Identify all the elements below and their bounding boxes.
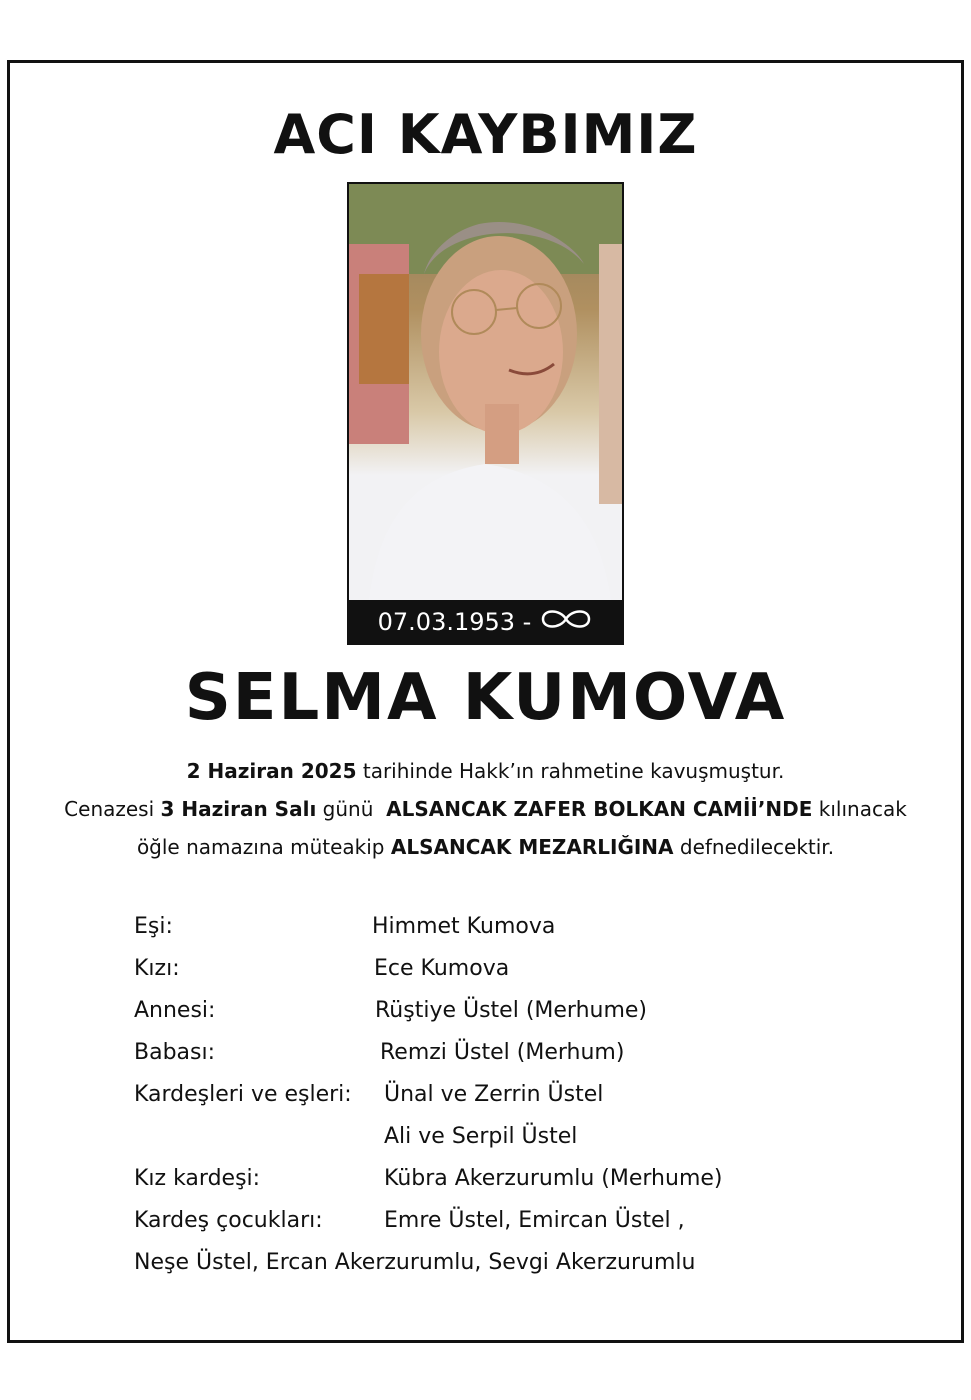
siblings-value-2: Ali ve Serpil Üstel bbox=[384, 1124, 578, 1149]
death-date: 2 Haziran 2025 bbox=[186, 759, 357, 783]
announcement-line-3 bbox=[0, 828, 971, 866]
funeral-date: 3 Haziran Salı bbox=[160, 797, 317, 821]
mother-value: Rüştiye Üstel (Merhume) bbox=[375, 998, 648, 1023]
portrait-frame bbox=[347, 182, 624, 645]
announcement-line-3-post: defnedilecektir. bbox=[673, 835, 835, 859]
portrait-illustration bbox=[349, 184, 622, 600]
announcement-line-2-pre: Cenazesi bbox=[64, 797, 161, 821]
deceased-name: SELMA KUMOVA bbox=[184, 661, 787, 735]
father-label: Babası: bbox=[134, 1040, 216, 1065]
nephews-label: Kardeş çocukları: bbox=[134, 1208, 323, 1233]
mother-label: Annesi: bbox=[134, 998, 216, 1023]
notice-title: ACI KAYBIMIZ bbox=[273, 103, 698, 166]
spouse-value: Himmet Kumova bbox=[372, 914, 556, 939]
spouse-label: Eşi: bbox=[134, 914, 173, 939]
announcement-line-1-text: tarihinde Hakk’ın rahmetine kavuşmuştur. bbox=[356, 759, 785, 783]
sister-label: Kız kardeşi: bbox=[134, 1166, 261, 1191]
infinity-icon bbox=[539, 606, 593, 638]
daughter-label: Kızı: bbox=[134, 956, 180, 981]
sister-value: Kübra Akerzurumlu (Merhume) bbox=[384, 1166, 723, 1191]
birth-date: 07.03.1953 - bbox=[377, 607, 532, 636]
announcement-line-2-post: kılınacak bbox=[812, 797, 907, 821]
nephews-continued: Neşe Üstel, Ercan Akerzurumlu, Sevgi Akerzurumlu bbox=[134, 1250, 696, 1275]
mosque-name: ALSANCAK ZAFER BOLKAN CAMİİ’NDE bbox=[386, 797, 813, 821]
life-dates bbox=[349, 600, 622, 643]
siblings-value-1: Ünal ve Zerrin Üstel bbox=[384, 1082, 604, 1107]
nephews-value: Emre Üstel, Emircan Üstel , bbox=[384, 1208, 685, 1233]
funeral-announcement bbox=[0, 752, 971, 866]
portrait-photo bbox=[349, 184, 622, 600]
announcement-line-3-pre: öğle namazına müteakip bbox=[136, 835, 391, 859]
cemetery-name: ALSANCAK MEZARLIĞINA bbox=[390, 835, 674, 859]
announcement-line-2 bbox=[0, 790, 971, 828]
siblings-label: Kardeşleri ve eşleri: bbox=[134, 1082, 352, 1107]
announcement-line-2-mid: günü bbox=[316, 797, 387, 821]
announcement-line-1 bbox=[0, 752, 971, 790]
father-value: Remzi Üstel (Merhum) bbox=[380, 1040, 625, 1065]
daughter-value: Ece Kumova bbox=[374, 956, 510, 981]
